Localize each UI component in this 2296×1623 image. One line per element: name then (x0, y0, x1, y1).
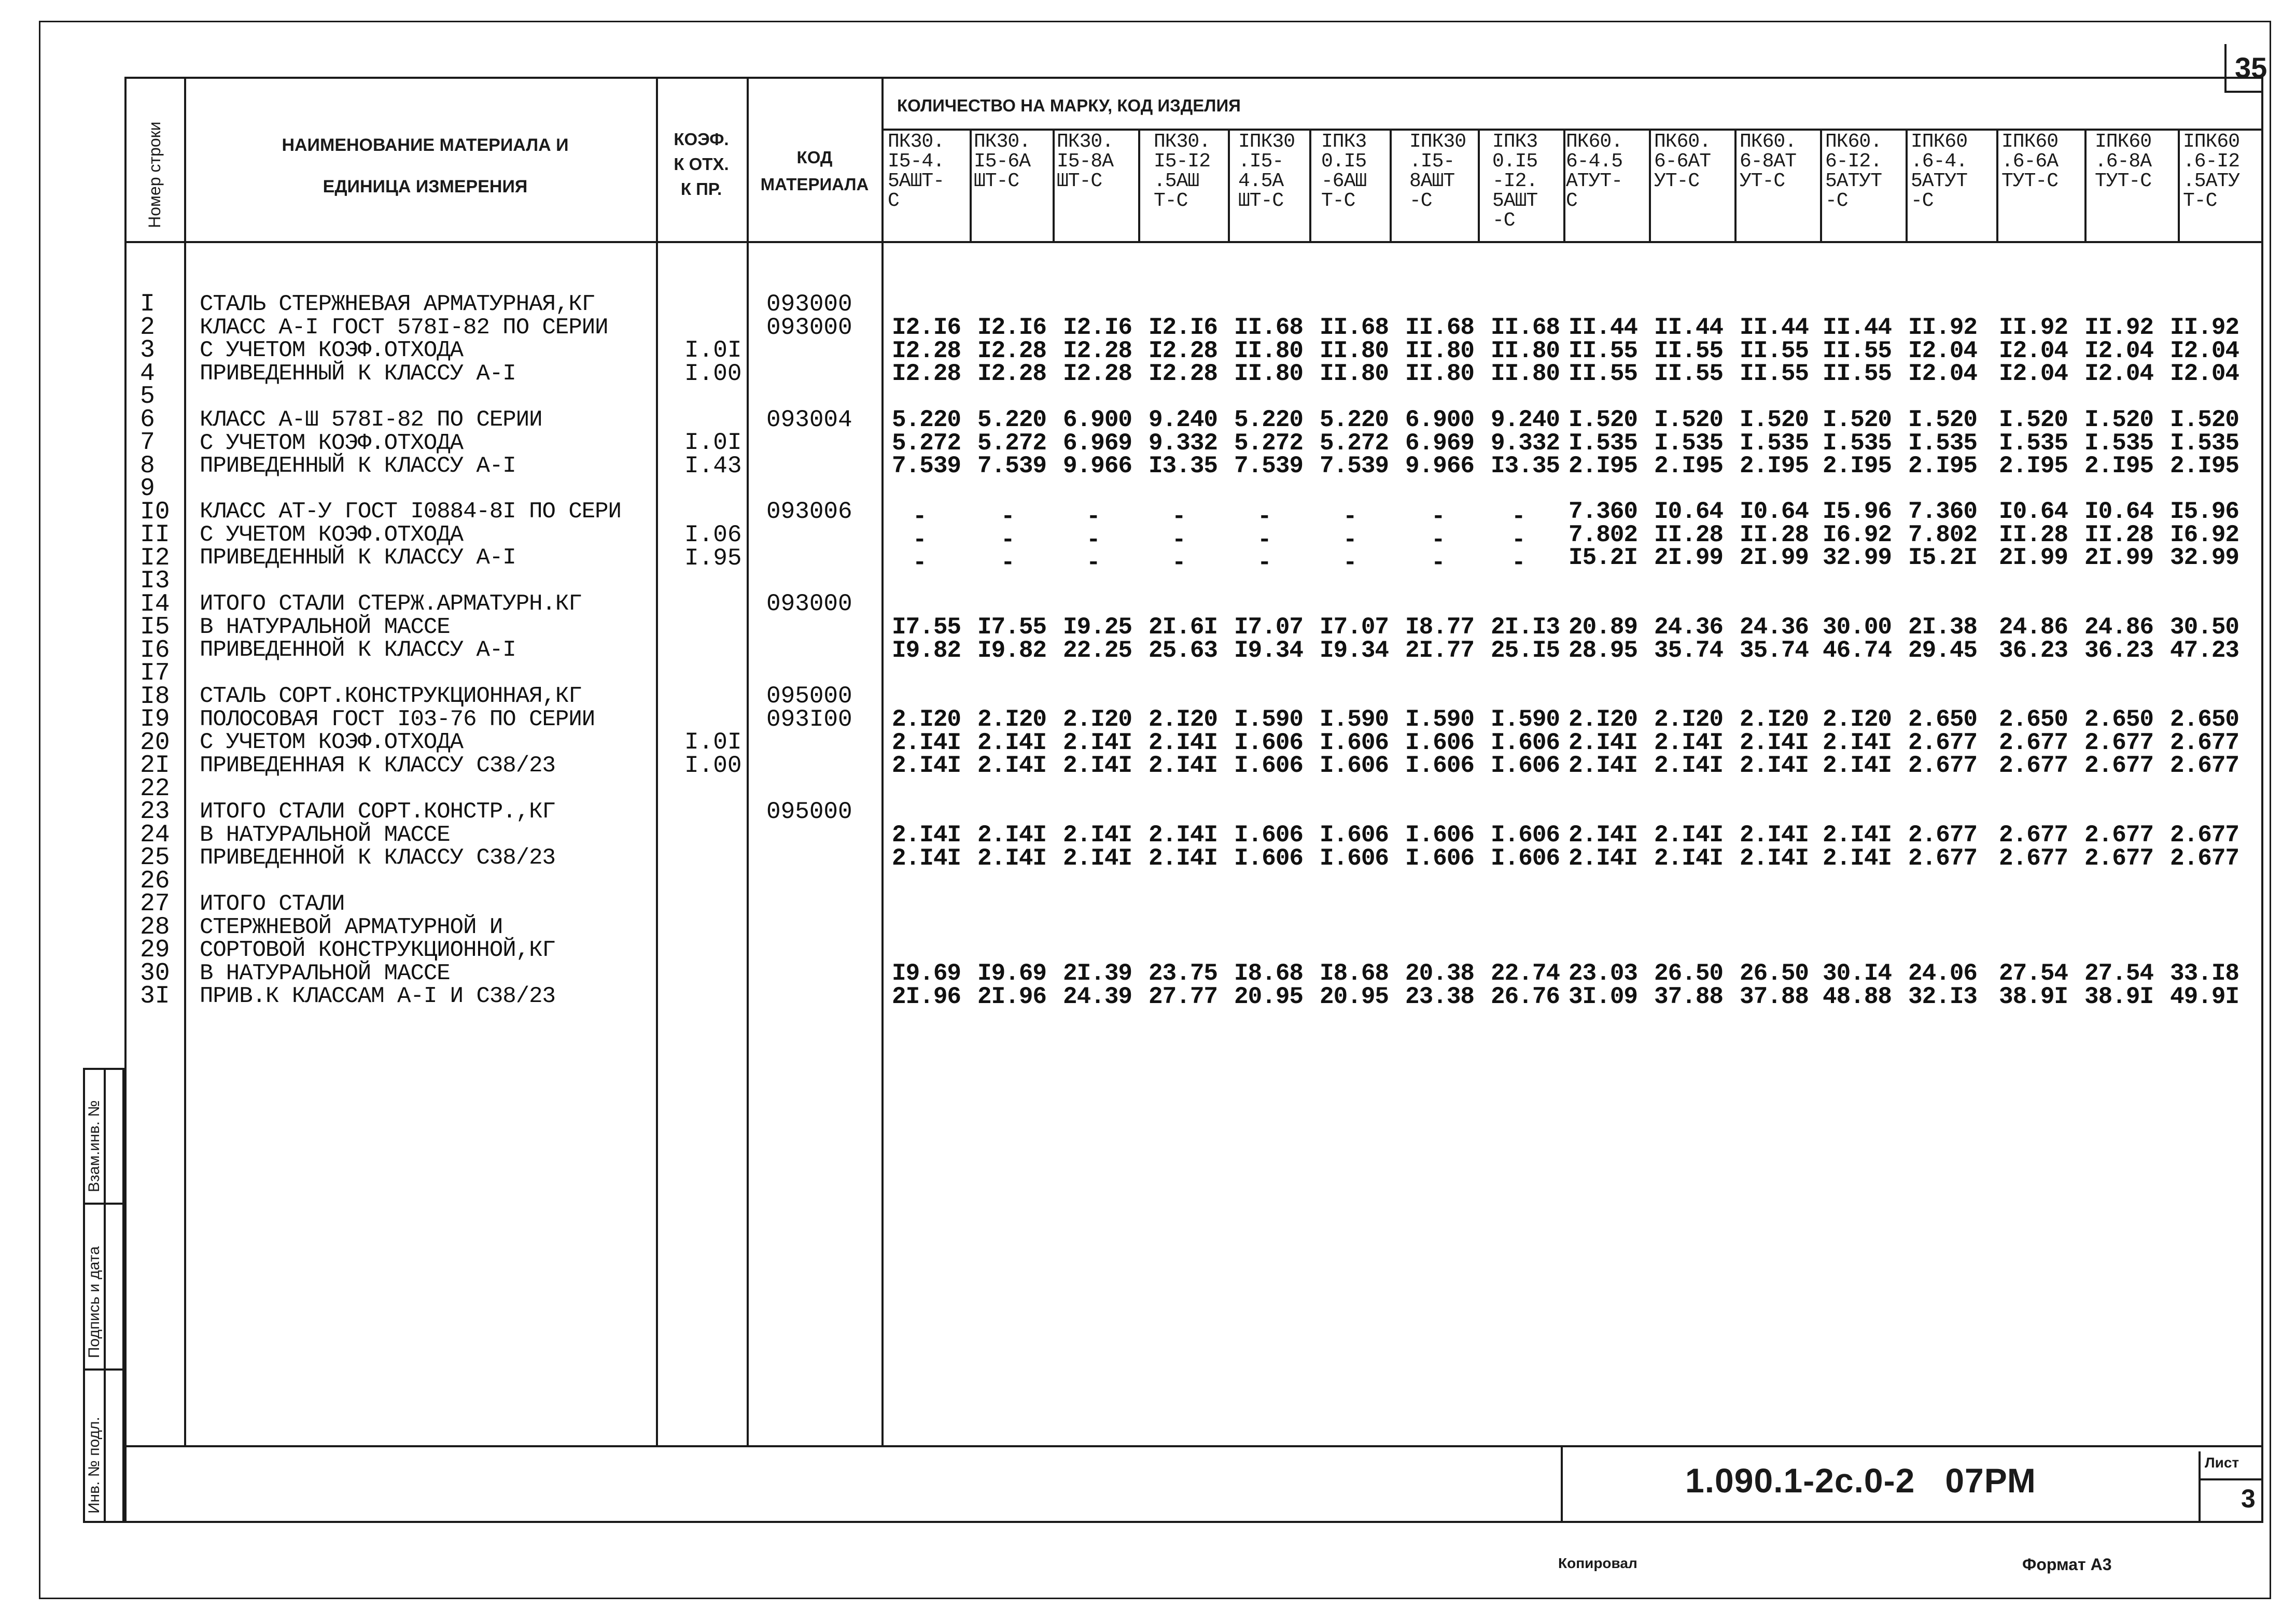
qty-cell: I8.77 2I.77 (1405, 614, 1475, 664)
qty-cell: 2.I20 2.I4I 2.I4I (1823, 706, 1892, 779)
prod-col-line (1820, 129, 1822, 241)
qty-cell: - - - (1257, 503, 1271, 576)
prod-col-line (1563, 129, 1565, 241)
col-line-3 (747, 77, 749, 1445)
qty-cell: I7.07 I9.34 (1320, 614, 1389, 664)
coef-value: I.0I I.43 (684, 429, 742, 479)
replacement-inv-label: Взам.инв. № (86, 1100, 103, 1192)
qty-cell: 2I.6I 25.63 (1149, 614, 1218, 664)
qty-cell: 26.50 37.88 (1654, 960, 1724, 1010)
document-code: 1.090.1-2с.0-2 07РМ (1685, 1461, 2036, 1500)
qty-cell: 2.650 2.677 2.677 (2084, 706, 2154, 779)
sheet-box-mid (2199, 1478, 2263, 1480)
col-header: ПК60. 6-6АТ УТ-С (1654, 131, 1711, 192)
material-code: 093006 (766, 498, 852, 525)
qty-cell: 2.I20 2.I4I 2.I4I (1569, 706, 1638, 779)
page-number-box-line (2224, 91, 2263, 93)
qty-cell: 22.74 26.76 (1491, 960, 1560, 1010)
qty-cell: 20.89 28.95 (1569, 614, 1638, 664)
material-name: ИТОГО СТАЛИ СТЕРЖНЕВОЙ АРМАТУРНОЙ И СОРТОВОЙ КОНСТРУКЦИОННОЙ,КГ В НАТУРАЛЬНОЙ МАССЕ ПРИВ.К КЛАССАМ А-I И С38/23 (200, 891, 555, 1009)
qty-cell: 20.38 23.38 (1405, 960, 1475, 1010)
qty-cell: 2.I4I 2.I4I (1740, 822, 1809, 872)
material-name: СТАЛЬ СТЕРЖНЕВАЯ АРМАТУРНАЯ,КГ КЛАСС А-I ГОСТ 578I-82 ПО СЕРИИ С УЧЕТОМ КОЭФ.ОТХОДА ПРИВЕДЕННЫЙ К КЛАССУ А-I (200, 291, 608, 387)
coef-header: КОЭФ. К ОТХ. К ПР. (674, 130, 729, 199)
qty-cell: I.606 I.606 (1234, 822, 1304, 872)
qty-cell: 30.00 46.74 (1823, 614, 1892, 664)
title-block-top-line (124, 1445, 2263, 1447)
qty-cell: II.44 II.55 II.55 (1823, 314, 1892, 387)
col-header: ПК30. I5-8А ШТ-С (1057, 131, 1114, 192)
qty-cell: I5.96 I6.92 32.99 (1823, 498, 1892, 571)
qty-cell: 23.75 27.77 (1149, 960, 1218, 1010)
qty-cell: II.44 II.55 II.55 (1740, 314, 1809, 387)
qty-cell: - - - (1511, 503, 1525, 576)
qty-cell: I2.I6 I2.28 I2.28 (977, 314, 1047, 387)
page-number: 35 (2235, 51, 2267, 84)
qty-cell: I.520 I.535 2.I95 (1999, 406, 2068, 479)
material-name: ИТОГО СТАЛИ СОРТ.КОНСТР.,КГ В НАТУРАЛЬНОЙ МАССЕ ПРИВЕДЕННОЙ К КЛАССУ С38/23 (200, 799, 555, 871)
qty-cell: 5.220 5.272 7.539 (977, 406, 1047, 479)
page-number-box (2224, 44, 2227, 91)
qty-cell: I.590 I.606 I.606 (1491, 706, 1560, 779)
qty-cell: 24.86 36.23 (1999, 614, 2068, 664)
prod-col-line (1996, 129, 1998, 241)
col-header: ПК30. I5-6А ШТ-С (974, 131, 1031, 192)
side-stamp-line (104, 1068, 106, 1523)
qty-cell: 5.220 5.272 7.539 (892, 406, 961, 479)
qty-cell: I8.68 20.95 (1320, 960, 1389, 1010)
qty-cell: 2.I4I 2.I4I (1063, 822, 1132, 872)
qty-cell: 24.06 32.I3 (1908, 960, 1978, 1010)
qty-cell: 2.677 2.677 (1999, 822, 2068, 872)
qty-cell: II.68 II.80 II.80 (1234, 314, 1304, 387)
coef-value: I.0I I.00 (684, 337, 742, 387)
sheet-label: Лист (2205, 1455, 2239, 1471)
signature-date-label: Подпись и дата (86, 1246, 103, 1358)
qty-cell: 2.650 2.677 2.677 (1908, 706, 1978, 779)
qty-cell: 24.36 35.74 (1654, 614, 1724, 664)
sheet-box-left (2199, 1451, 2201, 1523)
qty-cell: 27.54 38.9I (2084, 960, 2154, 1010)
col-header: ПК30. I5-4. 5АШТ- С (888, 131, 945, 212)
material-name: КЛАСС А-Ш 578I-82 ПО СЕРИИ С УЧЕТОМ КОЭФ.ОТХОДА ПРИВЕДЕННЫЙ К КЛАССУ А-I (200, 407, 542, 479)
prod-col-line (970, 129, 972, 241)
col-header: IПК3 0.I5 -6АШ Т-С (1321, 131, 1367, 212)
qty-cell: I7.07 I9.34 (1234, 614, 1304, 664)
col-header: IПК60 .6-6А ТУТ-С (2001, 131, 2059, 192)
qty-cell: I.520 I.535 2.I95 (2170, 406, 2239, 479)
qty-cell: 7.360 7.802 I5.2I (1569, 498, 1638, 571)
qty-cell: 24.86 36.23 (2084, 614, 2154, 664)
qty-cell: 33.I8 49.9I (2170, 960, 2239, 1010)
material-code: 095000 093I00 (766, 683, 852, 733)
qty-cell: II.92 I2.04 I2.04 (2170, 314, 2239, 387)
qty-cell: I0.64 II.28 2I.99 (1999, 498, 2068, 571)
qty-cell: 2.650 2.677 2.677 (1999, 706, 2068, 779)
col-header: ПК60. 6-8АТ УТ-С (1740, 131, 1797, 192)
qty-cell: 2.I4I 2.I4I (892, 822, 961, 872)
qty-cell: I.606 I.606 (1491, 822, 1560, 872)
qty-cell: 2.I20 2.I4I 2.I4I (1149, 706, 1218, 779)
qty-cell: 6.900 6.969 9.966 (1405, 406, 1475, 479)
format-label: Формат А3 (2022, 1555, 2112, 1574)
row-numbers: I 2 3 4 5 6 7 8 9 I0 II I2 I3 I4 I5 I6 I7 I8 I9 20 2I 22 23 24 25 26 27 28 29 30 3I (140, 290, 170, 1010)
prod-col-line (1053, 129, 1055, 241)
sheet-number: 3 (2241, 1484, 2256, 1513)
prod-col-line (1309, 129, 1311, 241)
copied-by-label: Копировал (1558, 1555, 1637, 1571)
qty-cell: 2I.I3 25.I5 (1491, 614, 1560, 664)
material-name: КЛАСС АТ-У ГОСТ I0884-8I ПО СЕРИ С УЧЕТОМ КОЭФ.ОТХОДА ПРИВЕДЕННЫЙ К КЛАССУ А-I (200, 499, 621, 571)
material-name: СТАЛЬ СОРТ.КОНСТРУКЦИОННАЯ,КГ ПОЛОСОВАЯ ГОСТ I03-76 ПО СЕРИИ С УЧЕТОМ КОЭФ.ОТХОДА ПРИВЕДЕННАЯ К КЛАССУ С38/23 (200, 683, 595, 779)
qty-cell: II.68 II.80 II.80 (1320, 314, 1389, 387)
material-code: 093004 (766, 406, 852, 433)
qty-cell: I2.I6 I2.28 I2.28 (892, 314, 961, 387)
col-header: IПК3 0.I5 -I2. 5АШТ -С (1492, 131, 1538, 232)
prod-col-line (1390, 129, 1392, 241)
prod-col-line (1138, 129, 1140, 241)
col-header: IПК60 .6-4. 5АТУТ -С (1911, 131, 1968, 212)
qty-cell: I.520 I.535 2.I95 (1740, 406, 1809, 479)
qty-cell: 2I.38 29.45 (1908, 614, 1978, 664)
qty-cell: I9.25 22.25 (1063, 614, 1132, 664)
qty-cell: I.520 I.535 2.I95 (1569, 406, 1638, 479)
qty-cell: 2.I20 2.I4I 2.I4I (1063, 706, 1132, 779)
col-header: ПК60. 6-4.5 АТУТ- С (1566, 131, 1623, 212)
material-name: ИТОГО СТАЛИ СТЕРЖ.АРМАТУРН.КГ В НАТУРАЛЬНОЙ МАССЕ ПРИВЕДЕННОЙ К КЛАССУ А-I (200, 591, 582, 663)
qty-cell: I0.64 II.28 2I.99 (1740, 498, 1809, 571)
qty-cell: 30.50 47.23 (2170, 614, 2239, 664)
qty-cell: 23.03 3I.09 (1569, 960, 1638, 1010)
qty-cell: 2.I20 2.I4I 2.I4I (1654, 706, 1724, 779)
qty-cell: II.92 I2.04 I2.04 (2084, 314, 2154, 387)
qty-cell: I.520 I.535 2.I95 (1654, 406, 1724, 479)
material-code: 093000 (766, 590, 852, 617)
material-name-header: НАИМЕНОВАНИЕ МАТЕРИАЛА И ЕДИНИЦА ИЗМЕРЕНИЯ (282, 135, 569, 196)
qty-cell: I.520 I.535 2.I95 (1908, 406, 1978, 479)
qty-cell: I9.69 2I.96 (892, 960, 961, 1010)
qty-cell: 2.677 2.677 (2170, 822, 2239, 872)
qty-cell: I.520 I.535 2.I95 (1823, 406, 1892, 479)
prod-col-line (2178, 129, 2180, 241)
qty-cell: 2.677 2.677 (1908, 822, 1978, 872)
qty-cell: II.44 II.55 II.55 (1654, 314, 1724, 387)
col-header: ПК30. I5-I2 .5АШ Т-С (1154, 131, 1211, 212)
qty-cell: II.92 I2.04 I2.04 (1908, 314, 1978, 387)
qty-cell: - - - (1343, 503, 1357, 576)
qty-cell: 9.240 9.332 I3.35 (1491, 406, 1560, 479)
qty-cell: - - - (1172, 503, 1186, 576)
qty-cell: I.520 I.535 2.I95 (2084, 406, 2154, 479)
header-bottom-line (124, 241, 2263, 243)
qty-cell: I2.I6 I2.28 I2.28 (1149, 314, 1218, 387)
qty-cell: 2.650 2.677 2.677 (2170, 706, 2239, 779)
qty-cell: I5.96 I6.92 32.99 (2170, 498, 2239, 571)
qty-cell: I2.I6 I2.28 I2.28 (1063, 314, 1132, 387)
qty-cell: 6.900 6.969 9.966 (1063, 406, 1132, 479)
qty-cell: I0.64 II.28 2I.99 (1654, 498, 1724, 571)
prod-col-line (1228, 129, 1230, 241)
qty-cell: 2.I20 2.I4I 2.I4I (892, 706, 961, 779)
col-line-4 (881, 77, 884, 1445)
col-header: IПК60 .6-8А ТУТ-С (2095, 131, 2152, 192)
qty-cell: - - - (1086, 503, 1100, 576)
material-code-header: КОД МАТЕРИАЛА (760, 148, 869, 194)
qty-cell: 5.220 5.272 7.539 (1234, 406, 1304, 479)
qty-cell: I9.69 2I.96 (977, 960, 1047, 1010)
prod-col-line (2084, 129, 2087, 241)
quantity-header: КОЛИЧЕСТВО НА МАРКУ, КОД ИЗДЕЛИЯ (897, 96, 1241, 115)
prod-col-line (1649, 129, 1651, 241)
qty-cell: II.68 II.80 II.80 (1405, 314, 1475, 387)
qty-cell: 2.I20 2.I4I 2.I4I (1740, 706, 1809, 779)
qty-cell: I7.55 I9.82 (977, 614, 1047, 664)
qty-cell: 9.240 9.332 I3.35 (1149, 406, 1218, 479)
qty-cell: 5.220 5.272 7.539 (1320, 406, 1389, 479)
qty-cell: II.44 II.55 II.55 (1569, 314, 1638, 387)
qty-cell: 7.360 7.802 I5.2I (1908, 498, 1978, 571)
qty-cell: - - - (1001, 503, 1015, 576)
col-line-2 (656, 77, 658, 1445)
qty-cell: 2.I4I 2.I4I (1149, 822, 1218, 872)
qty-cell: I.606 I.606 (1320, 822, 1389, 872)
col-header: ПК60. 6-I2. 5АТУТ -С (1825, 131, 1882, 212)
qty-cell: - - - (913, 503, 927, 576)
prod-col-line (1478, 129, 1480, 241)
col-header: IПК30 .I5- 8АШТ -С (1409, 131, 1466, 212)
qty-cell: I.590 I.606 I.606 (1234, 706, 1304, 779)
col-header: IПК60 .6-I2 .5АТУ Т-С (2183, 131, 2240, 212)
col-line-1 (184, 77, 186, 1445)
qty-cell: I0.64 II.28 2I.99 (2084, 498, 2154, 571)
qty-cell: I.606 I.606 (1405, 822, 1475, 872)
qty-cell: 2I.39 24.39 (1063, 960, 1132, 1010)
material-code: 093000 093000 (766, 291, 852, 341)
qty-cell: 27.54 38.9I (1999, 960, 2068, 1010)
qty-cell: II.68 II.80 II.80 (1491, 314, 1560, 387)
title-block-divider (1561, 1445, 1563, 1523)
qty-cell: 2.677 2.677 (2084, 822, 2154, 872)
qty-cell: 26.50 37.88 (1740, 960, 1809, 1010)
qty-cell: 24.36 35.74 (1740, 614, 1809, 664)
qty-cell: 2.I4I 2.I4I (977, 822, 1047, 872)
original-inv-label: Инв. № подл. (86, 1417, 103, 1514)
qty-cell: I.590 I.606 I.606 (1405, 706, 1475, 779)
coef-value: I.0I I.00 (684, 729, 742, 779)
qty-cell: 2.I20 2.I4I 2.I4I (977, 706, 1047, 779)
qty-cell: - - - (1431, 503, 1445, 576)
qty-cell: 2.I4I 2.I4I (1654, 822, 1724, 872)
qty-cell: II.92 I2.04 I2.04 (1999, 314, 2068, 387)
prod-col-line (1734, 129, 1737, 241)
row-number-header: Номер строки (145, 121, 164, 228)
col-header: IПК30 .I5- 4.5А ШТ-С (1238, 131, 1295, 212)
coef-value: I.06 I.95 (684, 521, 742, 572)
qty-cell: I7.55 I9.82 (892, 614, 961, 664)
qty-cell: I8.68 20.95 (1234, 960, 1304, 1010)
qty-cell: 2.I4I 2.I4I (1823, 822, 1892, 872)
qty-cell: I.590 I.606 I.606 (1320, 706, 1389, 779)
prod-col-line (1906, 129, 1908, 241)
qty-cell: 2.I4I 2.I4I (1569, 822, 1638, 872)
material-code: 095000 (766, 798, 852, 825)
qty-cell: 30.I4 48.88 (1823, 960, 1892, 1010)
